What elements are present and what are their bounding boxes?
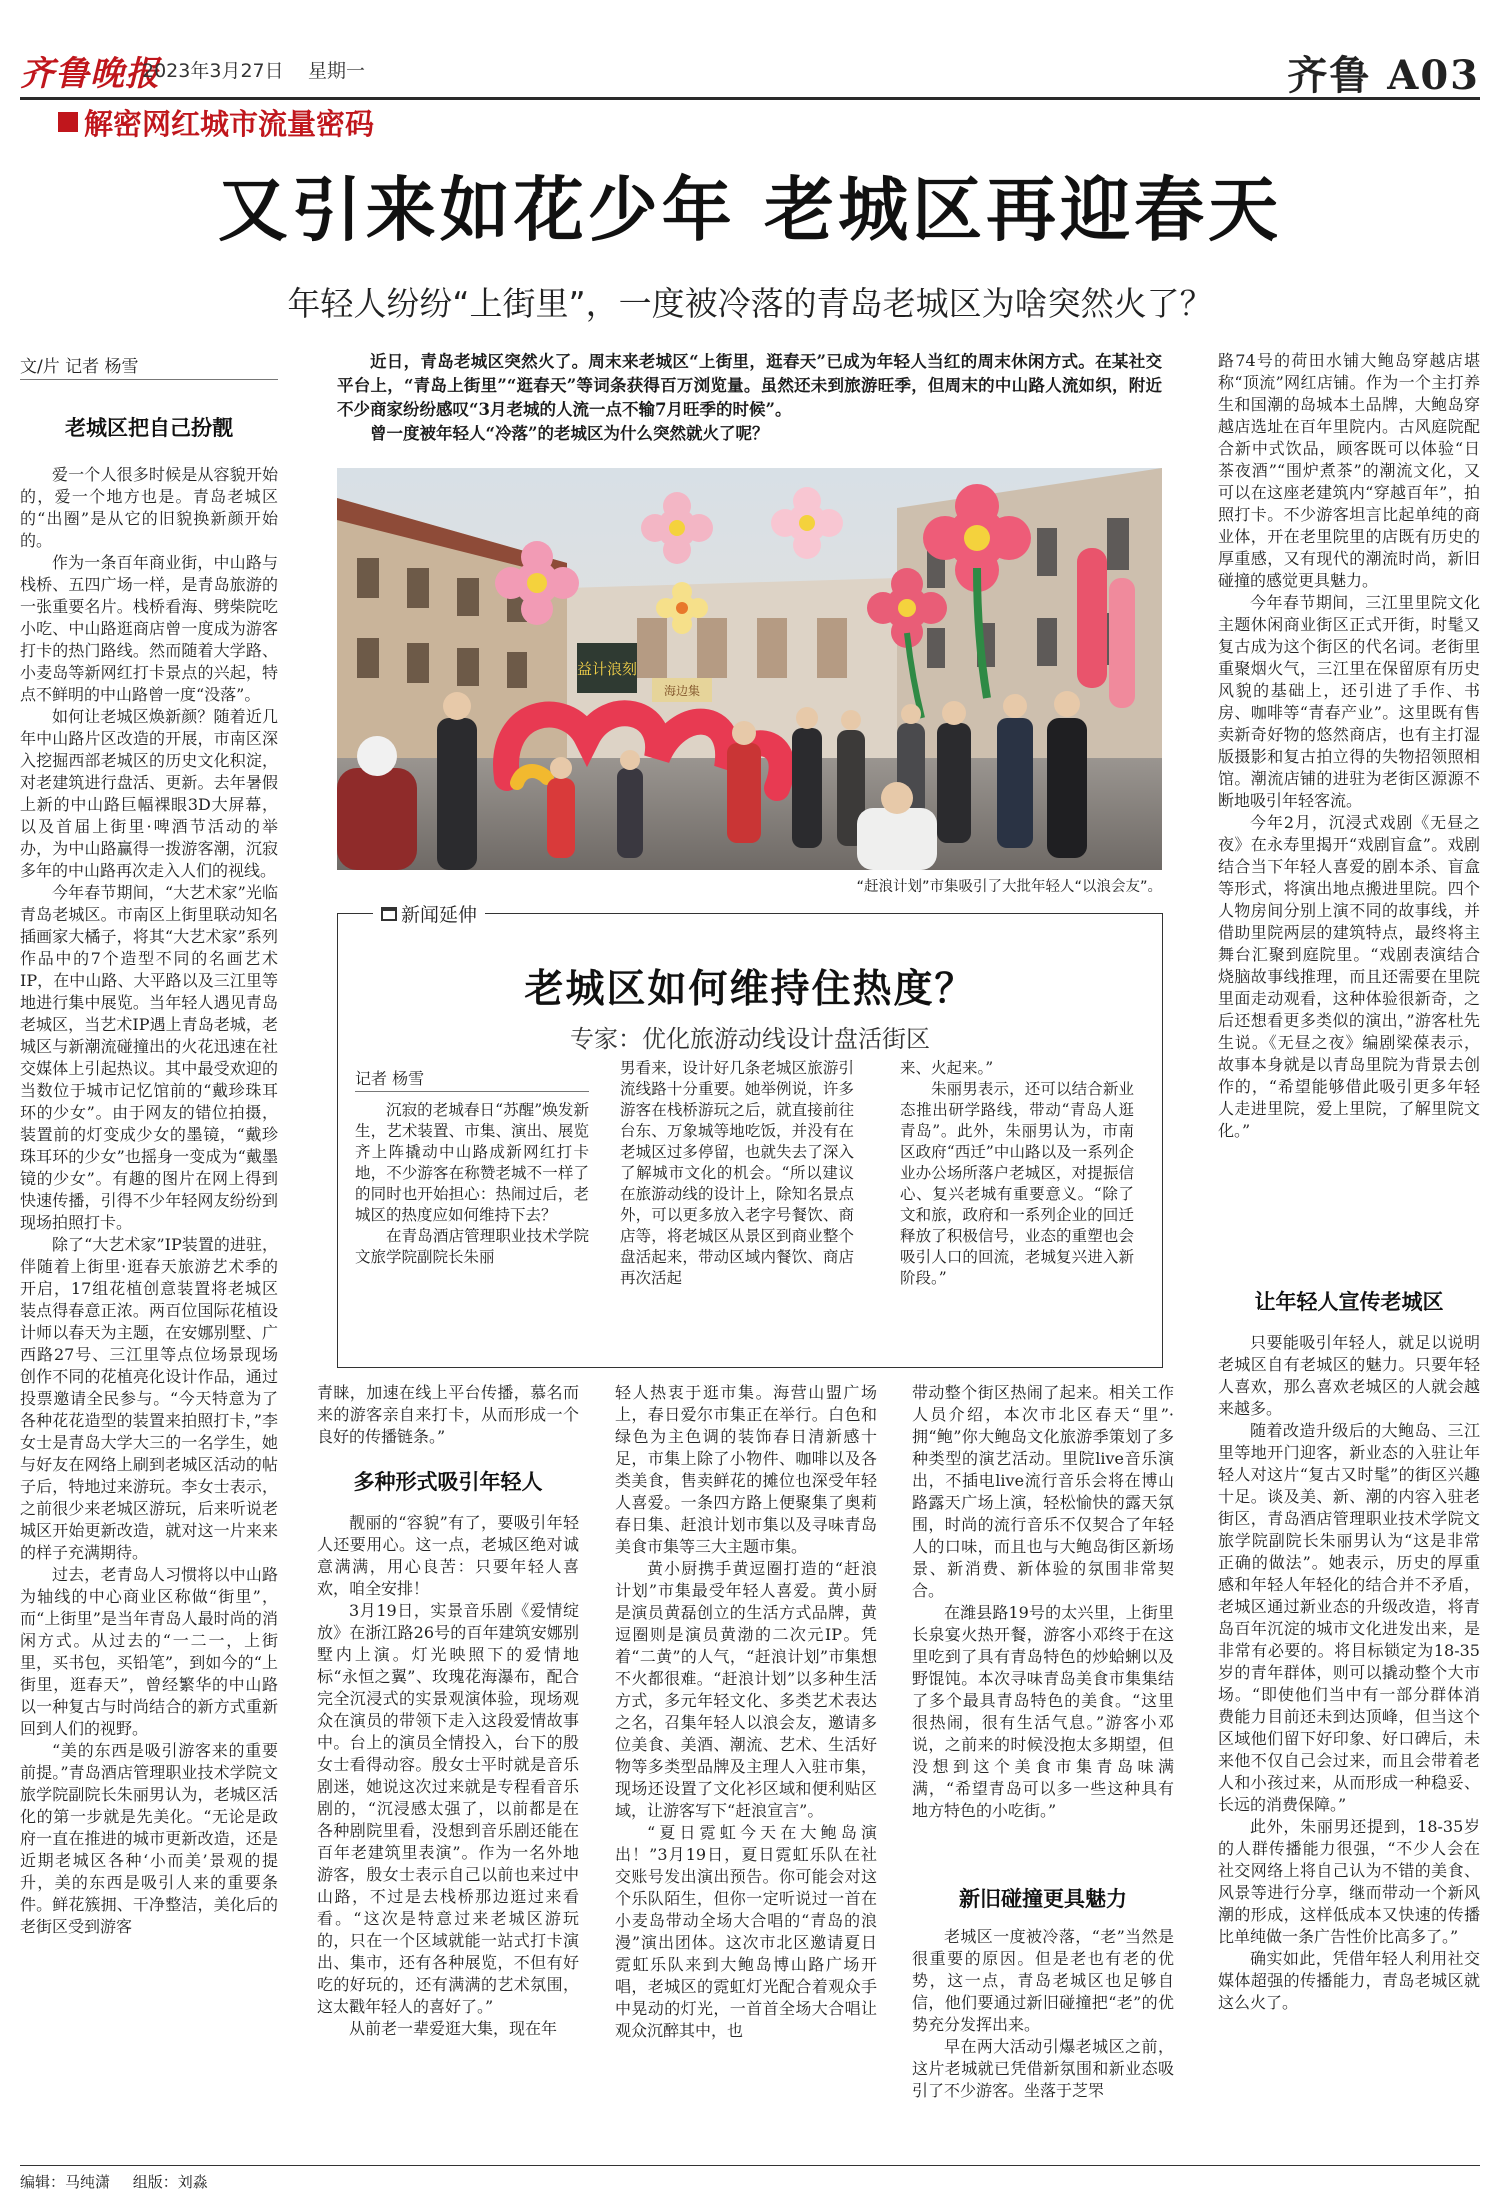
paragraph: 此外，朱丽男还提到，18-35岁的人群传播能力很强，“不少人会在社交网络上将自己认为不错的美食、风景等进行分享，继而带动一个新风潮的形成，这样低成本又快速的传播比单纯做一条广告性价比高多了。” xyxy=(1218,1817,1480,1946)
column-5-lower-body xyxy=(1218,1332,1480,2014)
section-title-2: 多种形式吸引年轻人 xyxy=(353,1470,543,1494)
column-2-continuation xyxy=(317,1382,579,1448)
paragraph: 青睐，加速在线上平台传播，慕名而来的游客亲自来打卡，从而形成一个良好的传播链条。” xyxy=(317,1383,579,1446)
paragraph: 带动整个街区热闹了起来。相关工作人员介绍，本次市北区春天“里”·拥“鲍”你大鲍岛文化旅游季策划了多种类型的演艺活动。里院live音乐演出，不插电live流行音乐会将在博山路露天广场上演，轻松愉快的露天氛围，时尚的流行音乐不仅契合了年轻人的口味，而且也与大鲍岛街区新场景、新消费、新体验的氛围非常契合。 xyxy=(912,1383,1174,1600)
column-2-body xyxy=(317,1512,579,2040)
box-column-3 xyxy=(900,1058,1134,1289)
paragraph: 确实如此，凭借年轻人利用社交媒体超强的传播能力，青岛老城区就这么火了。 xyxy=(1218,1949,1480,2012)
paragraph: 曾一度被年轻人“冷落”的老城区为什么突然就火了呢？ xyxy=(370,424,769,443)
photo-sign-text-a: 益计浪刻 xyxy=(576,660,638,678)
paragraph: 近日，青岛老城区突然火了。周末来老城区“上街里，逛春天”已成为年轻人当红的周末休闲方式。在某社交平台上，“青岛上街里”“逛春天”等词条获得百万浏览量。虽然还未到旅游旺季，但周末的中山路人流如织，附近不少商家纷纷感叹“3月老城的人流一点不输7月旺季的时候”。 xyxy=(337,352,1162,419)
paragraph: 黄小厨携手黄逗圈打造的“赶浪计划”市集最受年轻人喜爱。黄小厨是演员黄磊创立的生活方式品牌，黄逗圈则是演员黄渤的二次元IP。凭着“二黄”的人气，“赶浪计划”市集想不火都很难。“赶浪计划”以多种生活方式，多元年轻文化、多类艺术表达之名，召集年轻人以浪会友，邀请多位美食、美酒、潮流、艺术、生活好物等多类型品牌及主理人入驻市集，现场还设置了文化衫区域和便利贴区域，让游客写下“赶浪宣言”。 xyxy=(615,1559,877,1820)
paragraph: 轻人热衷于逛市集。海营山盟广场上，春日爱尔市集正在举行。白色和绿色为主色调的装饰春日清新感十足，市集上除了小物件、咖啡以及各类美食，售卖鲜花的摊位也深受年轻人喜爱。一条四方路上便聚集了奥莉春日集、赶浪计划市集以及寻味青岛美食市集等三大主题市集。 xyxy=(615,1383,877,1556)
box-byline: 记者 杨雪 xyxy=(355,1066,589,1092)
subheadline: 年轻人纷纷“上街里”，一度被冷落的青岛老城区为啥突然火了？ xyxy=(287,284,1213,323)
column-3-body xyxy=(615,1382,877,2042)
paragraph: “夏日霓虹今天在大鲍岛演出！”3月19日，夏日霓虹乐队在社交账号发出演出预告。你可能会对这个乐队陌生，但你一定听说过一首在小麦岛带动全场大合唱的“青岛的浪漫”演出团体。这次市北区邀请夏日霓虹乐队来到大鲍岛博山路广场开唱，老城区的霓虹灯光配合着观众手中晃动的灯光，一首首全场大合唱让观众沉醉其中，也 xyxy=(615,1823,877,2040)
box-column-2 xyxy=(620,1058,854,1289)
headline: 又引来如花少年 老城区再迎春天 xyxy=(217,168,1283,251)
editor-credit: 编辑：马纯潇 xyxy=(20,2173,111,2191)
masthead xyxy=(20,40,1480,100)
paragraph: 早在两大活动引爆老城区之前，这片老城就已凭借新氛围和新业态吸引了不少游客。坐落于芝罘 xyxy=(912,2037,1174,2100)
paragraph: 只要能吸引年轻人，就足以说明老城区自有老城区的魅力。只要年轻人喜欢，那么喜欢老城区的人就会越来越多。 xyxy=(1218,1333,1480,1418)
paragraph: 在青岛酒店管理职业技术学院文旅学院副院长朱丽 xyxy=(355,1227,589,1266)
section-title-3: 新旧碰撞更具魅力 xyxy=(959,1887,1127,1911)
paragraph: 靓丽的“容貌”有了，要吸引年轻人还要用心。这一点，老城区绝对诚意满满，用心良苦：只要年轻人喜欢，咱全安排！ xyxy=(317,1513,579,1598)
photo-sign-text-b: 海边集 xyxy=(663,684,701,698)
column-4-body xyxy=(912,1382,1174,1822)
box-headline: 老城区如何维持住热度？ xyxy=(524,966,976,1012)
issue-date: 2023年3月27日 xyxy=(142,60,284,82)
news-extension-tag xyxy=(373,900,485,927)
paragraph: 今年春节期间，三江里里院文化主题休闲商业街区正式开街，时髦又复古成为这个街区的代名词。老街里重聚烟火气，三江里在保留原有历史风貌的基础上，还引进了手作、书房、咖啡等“青春产业”。这里既有售卖新奇好物的悠然商店，也有主打湿版摄影和复古拍立得的失物招领照相馆。潮流店铺的进驻为老街区源源不断地吸引年轻客流。 xyxy=(1218,593,1480,810)
issue-weekday: 星期一 xyxy=(308,60,366,82)
paragraph: 朱丽男表示，还可以结合新业态推出研学路线，带动“青岛人逛青岛”。此外，朱丽男认为，市南区政府“西迁”中山路以及一系列企业办公场所落户老城区，对提振信心、复兴老城有重要意义。“除了文和旅，政府和一系列企业的回迁释放了积极信号，业态的重塑也会吸引人口的回流，老城复兴进入新阶段。” xyxy=(900,1080,1134,1287)
paragraph: 作为一条百年商业街，中山路与栈桥、五四广场一样，是青岛旅游的一张重要名片。栈桥看海、劈柴院吃小吃、中山路逛商店曾一度成为游客打卡的热门路线。然而随着大学路、小麦岛等新网红打卡景点的兴起，特点不鲜明的中山路曾一度“没落”。 xyxy=(20,553,278,704)
column-5-body xyxy=(1218,350,1480,1142)
section-title-4: 让年轻人宣传老城区 xyxy=(1254,1290,1444,1314)
paragraph: 3月19日，实景音乐剧《爱情绽放》在浙江路26号的百年建筑安娜别墅内上演。灯光映照下的爱情地标“永恒之翼”、玫瑰花海瀑布，配合完全沉浸式的实景观演体验，现场观众在演员的带领下走入这段爱情故事中。台上的演员全情投入，台下的殷女士看得动容。殷女士平时就是音乐剧迷，她说这次过来就是专程看音乐剧的，“沉浸感太强了，以前都是在各种剧院里看，没想到音乐剧还能在百年老建筑里表演”。作为一名外地游客，殷女士表示自己以前也来过中山路，不过是去栈桥那边逛过来看看。“这次是特意过来老城区游玩的，只在一个区域就能一站式打卡演出、集市，还有各种展览，不但有好吃的好玩的，还有满满的艺术氛围，这太戳年轻人的喜好了。” xyxy=(317,1601,579,2016)
page-section-label: 齐鲁 A03 xyxy=(1287,52,1480,99)
section-title-1: 老城区把自己扮靓 xyxy=(65,416,233,440)
paragraph: 老城区一度被冷落，“老”当然是很重要的原因。但是老也有老的优势，这一点，青岛老城区也足够自信，他们要通过新旧碰撞把“老”的优势充分发挥出来。 xyxy=(912,1927,1174,2034)
article-lead xyxy=(337,350,1162,446)
paragraph: 从前老一辈爱逛大集，现在年 xyxy=(349,2019,558,2038)
paragraph: 随着改造升级后的大鲍岛、三江里等地开门迎客，新业态的入驻让年轻人对这片“复古又时髦”的街区兴趣十足。谈及美、新、潮的内容入驻老街区，青岛酒店管理职业技术学院文旅学院副院长朱丽男认为“这是非常正确的做法”。她表示，历史的厚重感和年轻人年轻化的结合并不矛盾，老城区通过新业态的升级改造，将青岛百年沉淀的城市文化进发出来，是非常有必要的。将目标锁定为18-35岁的青年群体，则可以撬动整个大市场。“即使他们当中有一部分群体消费能力目前还未到达顶峰，但当这个区域他们留下好印象、好口碑后，未来他不仅自己会过来，而且会带着老人和小孩过来，从而形成一种稳妥、长远的消费保障。” xyxy=(1218,1421,1480,1814)
news-photo xyxy=(337,468,1162,870)
paragraph: 今年春节期间，“大艺术家”光临青岛老城区。市南区上街里联动知名插画家大橘子，将其“大艺术家”系列作品中的7个造型不同的名画艺术IP，在中山路、大平路以及三江里等地进行集中展览。当年轻人遇见青岛老城区，当艺术IP遇上青岛老城，老城区与新潮流碰撞出的火花迅速在社交媒体上引起热议。其中最受欢迎的当数位于城市记忆馆前的“戴珍珠耳环的少女”。由于网友的错位拍摄，装置前的灯变成少女的墨镜，“戴珍珠耳环的少女”也摇身一变成为“戴墨镜的少女”。有趣的图片在网上得到快速传播，引得不少年轻网友纷纷到现场拍照打卡。 xyxy=(20,883,278,1232)
paragraph: 沉寂的老城春日“苏醒”焕发新生，艺术装置、市集、演出、展览齐上阵撬动中山路成新网红打卡地，不少游客在称赞老城不一样了的同时也开始担心：热闹过后，老城区的热度应如何维持下去？ xyxy=(355,1101,589,1224)
paragraph: 爱一个人很多时候是从容貌开始的，爱一个地方也是。青岛老城区的“出圈”是从它的旧貌换新颜开始的。 xyxy=(20,465,278,550)
article-byline: 文/片 记者 杨雪 xyxy=(20,352,278,380)
column-1-body xyxy=(20,464,278,1938)
newspaper-icon xyxy=(381,907,397,921)
box-subheadline: 专家：优化旅游动线设计盘活街区 xyxy=(570,1025,930,1053)
paragraph: 除了“大艺术家”IP装置的进驻，伴随着上街里·逛春天旅游艺术季的开启，17组花植创意装置将老城区装点得春意正浓。两百位国际花植设计师以春天为主题，在安娜别墅、广西路27号、三江里等点位场景现场创作不同的花植亮化设计作品，通过投票邀请全民参与。“今天特意为了各种花花造型的装置来拍照打卡，”李女士是青岛大学大三的一名学生，她与好友在网络上刷到老城区活动的帖子后，特地过来游玩。李女士表示，之前很少来老城区游玩，后来听说老城区开始更新改造，就对这一片来来的样子充满期待。 xyxy=(20,1235,278,1562)
photo-caption: “赶浪计划”市集吸引了大批年轻人“以浪会友”。 xyxy=(856,879,1162,895)
paragraph: 男看来，设计好几条老城区旅游引流线路十分重要。她举例说，许多游客在栈桥游玩之后，就直接前往台东、万象城等地吃饭，并没有在老城区过多停留，也就失去了深入了解城市文化的机会。“所以建议在旅游动线的设计上，除知名景点外，可以更多放入老字号餐饮、商店等，将老城区从景区到商业整个盘活起来，带动区域内餐饮、商店再次活起 xyxy=(620,1059,854,1287)
designer-credit: 组版：刘淼 xyxy=(132,2173,208,2191)
box-column-1 xyxy=(355,1100,589,1268)
series-topic-label: 解密网红城市流量密码 xyxy=(84,106,375,141)
paragraph: “美的东西是吸引游客来的重要前提。”青岛酒店管理职业技术学院文旅学院副院长朱丽男认为，老城区活化的第一步就是先美化。“无论是政府一直在推进的城市更新改造，还是近期老城区各种‘小而美’景观的提升，美的东西是吸引人来的重要条件。鲜花簇拥、干净整洁，美化后的老街区受到游客 xyxy=(20,1741,278,1936)
paragraph: 今年2月，沉浸式戏剧《无昼之夜》在永寿里揭开“戏剧盲盒”。戏剧结合当下年轻人喜爱的剧本杀、盲盒等形式，将演出地点搬进里院。四个人物房间分别上演不同的故事线，并借助里院两层的建筑特点，最终将主舞台汇聚到庭院里。“戏剧表演结合烧脑故事线推理，而且还需要在里院里面走动观看，这种体验很新奇，之后还想看更多类似的演出，”游客杜先生说。《无昼之夜》编剧梁葆表示，故事本身就是以青岛里院为背景去创作的，“希望能够借此吸引更多年轻人走进里院，爱上里院，了解里院文化。” xyxy=(1218,813,1480,1140)
news-extension-label: 新闻延伸 xyxy=(401,904,478,926)
paragraph: 过去，老青岛人习惯将以中山路为轴线的中心商业区称做“街里”，而“上街里”是当年青岛人最时尚的消闲方式。从过去的“一二一，上街里，买书包，买铅笔”，到如今的“上街里，逛春天”，曾经繁华的中山路以一种复古与时尚结合的新方式重新回到人们的视野。 xyxy=(20,1565,278,1738)
paragraph: 如何让老城区焕新颜？随着近几年中山路片区改造的开展，市南区深入挖掘西部老城区的历史文化积淀，对老建筑进行盘活、更新。去年暑假上新的中山路巨幅裸眼3D大屏幕，以及首届上街里·啤酒节活动的举办，为中山路赢得一拨游客潮，沉寂多年的中山路再次走入人们的视线。 xyxy=(20,707,278,880)
column-4-lower-body xyxy=(912,1926,1174,2102)
series-topic xyxy=(58,104,374,140)
paragraph: 来、火起来。” xyxy=(900,1059,994,1077)
red-square-icon xyxy=(58,112,78,132)
newspaper-logo: 齐鲁晚报 xyxy=(20,54,160,94)
paragraph: 在潍县路19号的太兴里，上街里长泉宴火热开餐，游客小邓终于在这里吃到了具有青岛特色的炒蛤蜊以及野馄饨。本次寻味青岛美食市集集结了多个最具青岛特色的美食。“这里很热闹，很有生活气息。”游客小邓说，之前来的时候没抱太多期望，但没想到这个美食市集青岛味满满，“希望青岛可以多一些这种具有地方特色的小吃街。” xyxy=(912,1603,1174,1820)
street-scene-image xyxy=(337,468,1162,870)
paragraph: 路74号的荷田水铺大鲍岛穿越店堪称“顶流”网红店铺。作为一个主打养生和国潮的岛城本土品牌，大鲍岛穿越店选址在百年里院内。古风庭院配合新中式饮品，顾客既可以体验“日茶夜酒”“围炉煮茶”的潮流文化，又可以在这座老建筑内“穿越百年”，拍照打卡。不少游客坦言比起单纯的商业体，开在老里院里的店既有历史的厚重感，又有现代的潮流时尚，新旧碰撞的感觉更具魅力。 xyxy=(1218,351,1480,590)
page-footer xyxy=(20,2165,1480,2192)
